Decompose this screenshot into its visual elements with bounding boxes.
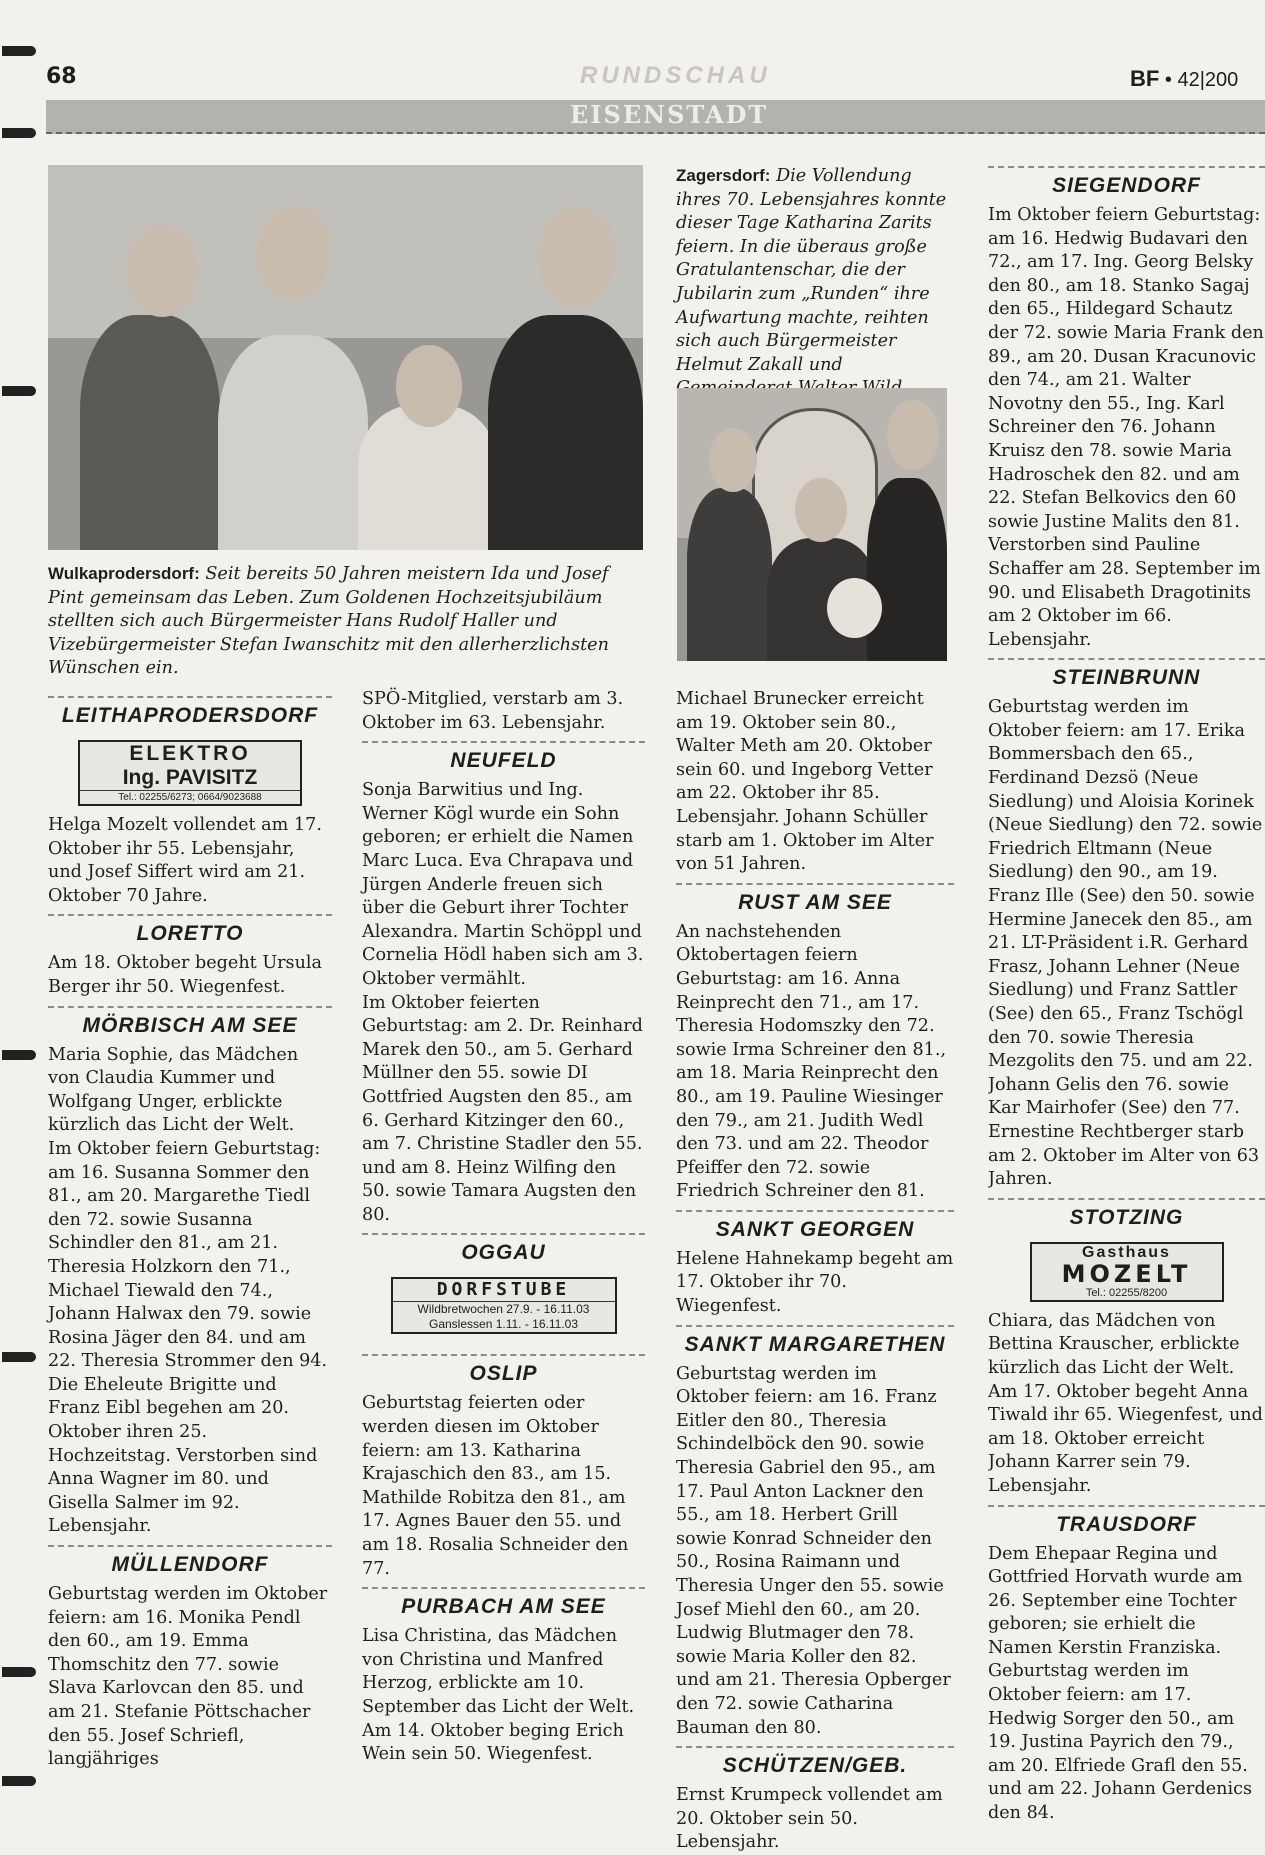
section-title: SANKT MARGARETHEN	[676, 1325, 954, 1361]
section-title: PURBACH AM SEE	[362, 1587, 645, 1623]
article-text: Geburtstag werden im Oktober feiern: am 16. Monika Pendl den 60., am 19. Emma Thomschitz den 77. sowie Slava Karlovcan den 85. und am 21. Stefanie Pöttschacher den 55. Josef Schriefl, langjähriges	[48, 1584, 328, 1770]
binder-mark	[2, 1352, 36, 1362]
article-text: Im Oktober feiern Geburtstag: am 16. Hedwig Budavari den 72., am 17. Ing. Georg Belsky den 80., am 18. Stanko Sagaj den 65., Hildegard Schautz der 72. sowie Maria Frank den 89., am 20. Dusan Kracunovic den 74., am 21. Walter Novotny den 55., Ing. Karl Schreiner den 76. Johann Kruisz den 78. sowie Maria Hadroschek den 82. und am 22. Stefan Belkovics den 60 sowie Justine Malits den 81. Verstorben sind Pauline Schaffer am 28. September im 90. und Elisabeth Dragotinits am 2 Oktober im 66. Lebensjahr.	[988, 205, 1264, 650]
section-title: NEUFELD	[362, 741, 645, 777]
column-3	[676, 688, 954, 1855]
article-text: Geburtstag feierten oder werden diesen im Oktober feiern: am 13. Katharina Krajaschich den 83., am 15. Mathilde Robitza den 81., am 17. Agnes Bauer den 55. und am 18. Rosalia Schneider den 77.	[362, 1393, 629, 1579]
caption-text: Die Vollendung ihres 70. Lebensjahres konnte dieser Tage Katharina Zarits feiern. In die überaus große Gratulantenschar, die der Jubilarin zum „Runden“ ihre Aufwartung machte, reihten sich auch Bürgermeister Helmut Zakall und	[676, 166, 947, 375]
photo-zagersdorf	[677, 388, 947, 661]
article-text: Helga Mozelt vollendet am 17. Oktober ihr 55. Lebensjahr, und Josef Siffert wird am 21. Oktober 70 Jahre.	[48, 815, 322, 906]
article-text: Am 18. Oktober begeht Ursula Berger ihr 50. Wiegenfest.	[48, 953, 323, 997]
section-title: MÜLLENDORF	[48, 1545, 332, 1581]
masthead: RUNDSCHAU	[580, 62, 771, 89]
article-text: Michael Brunecker erreicht am 19. Oktober sein 80., Walter Meth am 20. Oktober sein 60. und Ingeborg Vetter am 22. Oktober ihr 85. Lebensjahr. Johann Schüller starb am 1. Oktober im Alter von 51 Jahren.	[676, 689, 934, 875]
section-title: LORETTO	[48, 914, 332, 950]
section-title: SCHÜTZEN/GEB.	[676, 1746, 954, 1782]
ad-line: Gasthaus	[1082, 1243, 1171, 1261]
section-title: STEINBRUNN	[988, 658, 1265, 694]
section-title: OGGAU	[362, 1233, 645, 1269]
binder-mark	[2, 128, 36, 138]
ad-line: ELEKTRO	[129, 742, 251, 765]
article-text: Helene Hahnekamp begeht am 17. Oktober ihr 70. Wiegenfest.	[676, 1248, 954, 1317]
article-text: Lisa Christina, das Mädchen von Christina und Manfred Herzog, erblickte am 10. September das Licht der Welt.	[362, 1626, 635, 1717]
article-text: Ernst Krumpeck vollendet am 20. Oktober sein 50. Lebensjahr.	[676, 1785, 943, 1853]
article-text: Geburtstag werden im Oktober feiern: am 17. Hedwig Sorger den 50., am 19. Justina Payrich den 79., am 20. Elfriede Grafl den 55. und am 22. Johann Gerdenics den 84.	[988, 1661, 1252, 1824]
publication-name: BF	[1130, 66, 1160, 91]
issue-number: 42|200	[1177, 69, 1239, 91]
page-number: 68	[46, 64, 77, 89]
binder-mark	[2, 386, 36, 396]
article-text: Am 17. Oktober begeht Anna Tiwald ihr 65. Wiegenfest, und am 18. Oktober erreicht Johann Karrer sein 79. Lebensjahr.	[988, 1381, 1263, 1496]
ad-elektro-pavisitz	[78, 740, 302, 806]
column-4	[988, 166, 1265, 1826]
article-text: Die Eheleute Brigitte und Franz Eibl begehen am 20. Oktober ihren 25. Hochzeitstag. Verstorben sind Anna Wagner im 80. und Gisella Salmer im 92. Lebensjahr.	[48, 1374, 318, 1537]
article-text: Sonja Barwitius und Ing. Werner Kögl wurde ein Sohn geboren; er erhielt die Namen Marc Luca. Eva Chrapava und Jürgen Anderle freuen sich über die Geburt ihrer Tochter Alexandra. Martin Schöppl und Cornelia Hödl haben sich am 3. Oktober vermählt.	[362, 780, 644, 989]
ad-phone: Tel.: 02255/8200	[1085, 1286, 1168, 1299]
ad-gasthaus-mozelt	[1030, 1242, 1224, 1302]
ad-line: Wildbretwochen 27.9. - 16.11.03	[417, 1302, 590, 1317]
binder-mark	[2, 1050, 36, 1060]
ad-line: Ing. PAVISITZ	[122, 766, 258, 789]
section-title: TRAUSDORF	[988, 1505, 1265, 1541]
article-text: Im Oktober feierten Geburtstag: am 2. Dr. Reinhard Marek den 50., am 5. Gerhard Müllner den 55. sowie DI Gottfried Augsten den 85., am 6. Gerhard Kitzinger den 60., am 7. Christine Stadler den 55. und am 8. Heinz Wilfing den 50. sowie Tamara Augsten den 80.	[362, 992, 643, 1225]
binder-mark	[2, 46, 36, 56]
photo-caption-zagersdorf	[676, 165, 951, 401]
ad-line: Ganslessen 1.11. - 16.11.03	[429, 1317, 578, 1332]
binder-mark	[2, 1667, 36, 1677]
caption-place: Zagersdorf:	[676, 166, 771, 185]
caption-place: Wulkaprodersdorf:	[48, 564, 200, 583]
caption-text: Seit bereits 50 Jahren meistern Ida und Josef Pint gemeinsam das Leben. Zum Goldenen Hochzeitsjubiläum stellten sich auch Bürgermeister Hans Rudolf Haller und Vizebürgermeister Stefan Iwanschitz mit den allerherzlichsten Wünschen ein.	[48, 564, 609, 679]
ad-line: MOZELT	[1061, 1259, 1192, 1288]
ad-phone: Tel.: 02255/6273; 0664/9023688	[80, 790, 300, 804]
article-text: SPÖ-Mitglied, verstarb am 3. Oktober im 63. Lebensjahr.	[362, 689, 624, 733]
issue-info: BF • 42|200	[1130, 66, 1239, 91]
article-text: Maria Sophie, das Mädchen von Claudia Kummer und Wolfgang Unger, erblickte kürzlich das Licht der Welt.	[48, 1044, 299, 1136]
section-title: SANKT GEORGEN	[676, 1210, 954, 1246]
article-text: Chiara, das Mädchen von Bettina Krauscher, erblickte kürzlich das Licht der Welt.	[988, 1310, 1240, 1378]
section-title: LEITHAPRODERSDORF	[48, 696, 332, 732]
column-1	[48, 690, 332, 1772]
column-2	[362, 688, 645, 1767]
article-text: An nachstehenden Oktobertagen feiern Geburtstag: am 16. Anna Reinprecht den 71., am 17. Theresia Hodomszky den 72. sowie Irma Schreiner den 81., am 18. Maria Reinprecht den 80., am 19. Pauline Wiesinger den 79., am 21. Judith Wedl den 73. und am 22. Theodor Pfeiffer den 72. sowie Friedrich Schreiner den 81.	[676, 921, 947, 1202]
ad-line: DORFSTUBE	[393, 1279, 615, 1302]
article-text: Geburtstag werden im Oktober feiern: am 16. Franz Eitler den 80., Theresia Schindelböck den 90. sowie Theresia Gabriel den 95., am 17. Paul Anton Lackner den 55., am 18. Herbert Grill sowie Konrad Schneider den 50., Rosina Raimann und Theresia Unger den 55. sowie Josef Miehl den 60., am 20. Ludwig Blutmager den 78. sowie Maria Koller den 82. und am 21. Theresia Opberger den 72. sowie Catharina Bauman den 80.	[676, 1363, 951, 1738]
article-text: Dem Ehepaar Regina und Gottfried Horvath wurde am 26. September eine Tochter geboren; sie erhielt die Namen Kerstin Franziska.	[988, 1543, 1243, 1658]
article-text: Im Oktober feiern Geburtstag: am 16. Susanna Sommer den 81., am 20. Margarethe Tiedl den 72. sowie Susanna Schindler den 81., am 21. Theresia Holzkorn den 71., Michael Tiewald den 74., Johann Halwax den 79. sowie Rosina Jäger den 84. und am 22. Theresia Strommer den 94.	[48, 1138, 328, 1372]
section-title: RUST AM SEE	[676, 883, 954, 919]
photo-caption-wulkaprodersdorf	[48, 563, 643, 681]
section-title: MÖRBISCH AM SEE	[48, 1006, 332, 1042]
section-title: SIEGENDORF	[988, 166, 1265, 202]
ad-dorfstube	[391, 1277, 617, 1334]
section-title: STOTZING	[988, 1198, 1265, 1234]
binder-mark	[2, 1776, 36, 1786]
photo-wulkaprodersdorf	[48, 165, 643, 550]
article-text: Geburtstag werden im Oktober feiern: am 17. Erika Bommersbach den 65., Ferdinand Dezsö (Neue Siedlung) und Aloisia Korinek (Neue Siedlung) den 72. sowie Friedrich Eltmann (Neue Siedlung) den 90., am 19. Franz Ille (See) den 50. sowie Hermine Janecek den 85., am 21. LT-Präsident i.R. Gerhard Frasz, Johann Lehner (Neue Siedlung) und Franz Sattler (See) den 65., Franz Tschögl den 70. sowie Theresia Mezgolits den 75. und am 22. Johann Gelis den 76. sowie Kar Mairhofer (See) den 77. Ernestine Rechtberger starb am 2. Oktober im Alter von 63 Jahren.	[988, 697, 1263, 1190]
article-text: Am 14. Oktober beging Erich Wein sein 50. Wiegenfest.	[362, 1720, 624, 1765]
section-title: OSLIP	[362, 1354, 645, 1390]
region-title: EISENSTADT	[570, 100, 769, 129]
